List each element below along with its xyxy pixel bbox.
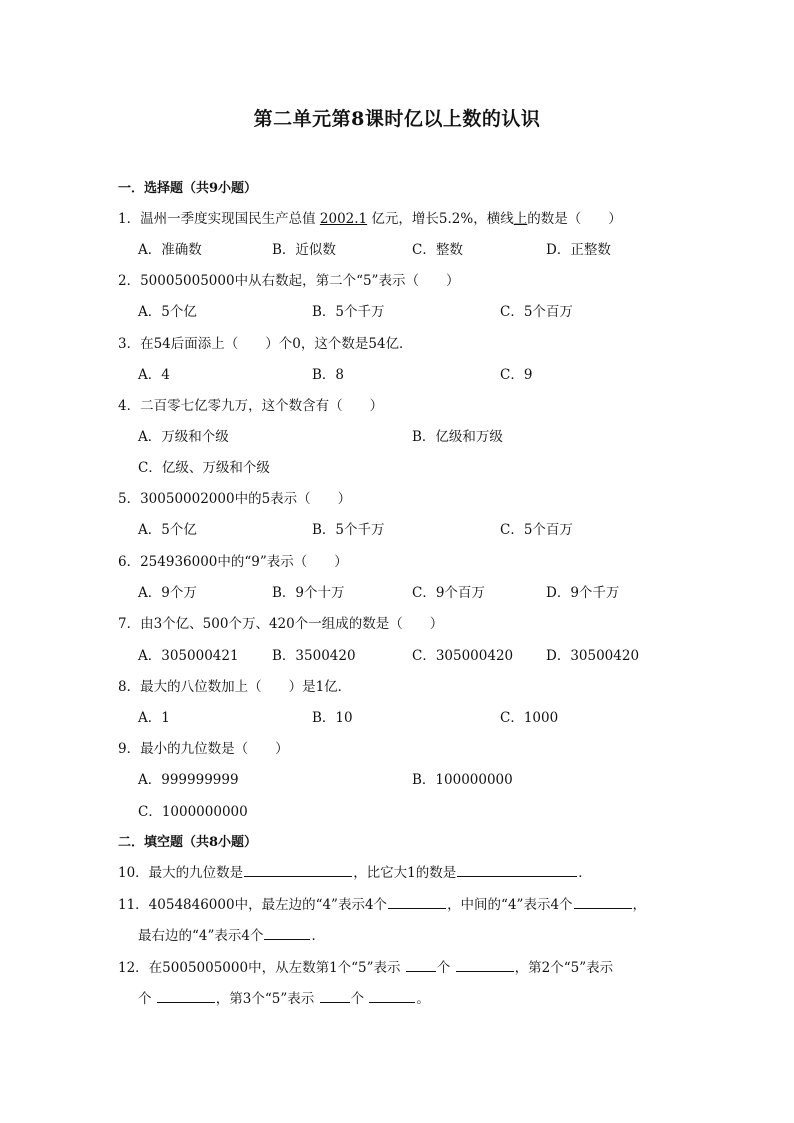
question-9-option-b[interactable]: B．100000000 [412,772,513,788]
question-12-text-d: 个 [138,991,156,1007]
question-1-option-b[interactable]: B．近似数 [272,242,336,258]
question-2: 2．50005005000中从右数起，第二个“5”表示（ ） [118,273,460,289]
question-12-text-a: 12．在5005005000中，从左数第1个“5”表示 [118,960,405,976]
question-12-text-b: 个 [436,960,455,976]
answer-blank[interactable] [320,990,350,1003]
question-4: 4．二百零七亿零九万，这个数含有（ ） [118,398,384,414]
answer-blank[interactable] [369,990,415,1003]
question-7-option-c[interactable]: C．305000420 [412,648,514,664]
question-6-option-d[interactable]: D．9个千万 [546,585,620,601]
page-title: 第二单元第8课时亿以上数的认识 [253,108,541,130]
question-10 [118,861,592,881]
question-12-text-f: 个 [350,991,369,1007]
question-2-option-a[interactable]: A．5个亿 [138,304,197,320]
answer-blank[interactable] [264,927,310,940]
question-5-option-c[interactable]: C．5个百万 [500,522,573,538]
question-4-option-a[interactable]: A．万级和个级 [138,429,229,445]
question-8: 8．最大的八位数加上（ ）是1亿． [118,679,352,695]
question-5-option-a[interactable]: A．5个亿 [138,522,197,538]
answer-blank[interactable] [457,864,577,877]
answer-blank[interactable] [574,896,632,909]
question-1-text-b: 亿元，增长5.2%，横线 [367,211,514,227]
section-heading-choice: 一．选择题（共9小题） [118,181,258,196]
question-11-text-d: 最右边的“4”表示4个 [138,928,264,944]
question-5-option-b[interactable]: B．5个千万 [312,522,385,538]
question-7-option-a[interactable]: A．305000421 [138,648,239,664]
question-1-text-c: 的数是（ ） [527,211,622,227]
question-9-option-a[interactable]: A．999999999 [138,772,239,788]
question-7: 7．由3个亿、500个万、420个一组成的数是（ ） [118,616,444,632]
question-8-option-c[interactable]: C．1000 [500,710,559,726]
question-12-text-e: ，第3个“5”表示 [215,991,319,1007]
question-11-text-c: ， [632,897,647,913]
question-11-text-e: ． [311,928,325,944]
section-heading-fill-in: 二．填空题（共8小题） [118,835,258,850]
question-11-text-a: 11．4054846000中，最左边的“4”表示4个 [118,897,388,913]
answer-blank[interactable] [244,864,352,877]
answer-blank[interactable] [456,959,514,972]
question-8-option-a[interactable]: A．1 [138,710,170,726]
question-1-underlined-value: 2002.1 [319,211,368,227]
question-8-option-b[interactable]: B．10 [312,710,353,726]
question-3-option-a[interactable]: A．4 [138,367,170,383]
question-10-text-a: 10．最大的九位数是 [118,865,244,881]
question-12-text-c: ，第2个“5”表示 [514,960,614,976]
question-11-text-b: ，中间的“4”表示4个 [447,897,573,913]
question-4-option-c[interactable]: C．亿级、万级和个级 [138,460,270,476]
question-12-line-1 [118,956,613,976]
question-6: 6．254936000中的“9”表示（ ） [118,554,348,570]
question-2-option-b[interactable]: B．5个千万 [312,304,385,320]
question-9-option-c[interactable]: C．1000000000 [138,804,248,820]
question-10-text-c: ． [578,865,592,881]
question-1-option-c[interactable]: C．整数 [412,242,463,258]
answer-blank[interactable] [157,990,215,1003]
question-4-option-b[interactable]: B．亿级和万级 [412,429,503,445]
question-3-option-b[interactable]: B．8 [312,367,345,383]
question-5: 5．30050002000中的5表示（ ） [118,491,352,507]
question-6-option-a[interactable]: A．9个万 [138,585,197,601]
question-3-option-c[interactable]: C．9 [500,367,533,383]
question-1-text-a: 1．温州一季度实现国民生产总值 [118,211,320,227]
question-10-text-b: ，比它大1的数是 [353,865,457,881]
question-1-underlined-word: 上 [513,211,528,227]
question-12-line-2 [138,987,430,1007]
question-6-option-b[interactable]: B．9个十万 [272,585,345,601]
answer-blank[interactable] [406,959,436,972]
question-11-line-1 [118,893,646,913]
question-11-line-2 [138,924,325,944]
question-9: 9．最小的九位数是（ ） [118,741,289,757]
question-3: 3．在54后面添上（ ）个0，这个数是54亿． [118,336,413,352]
question-1 [118,207,622,227]
answer-blank[interactable] [388,896,446,909]
question-2-option-c[interactable]: C．5个百万 [500,304,573,320]
question-7-option-b[interactable]: B．3500420 [272,648,356,664]
question-1-option-d[interactable]: D．正整数 [546,242,611,258]
question-6-option-c[interactable]: C．9个百万 [412,585,485,601]
question-1-option-a[interactable]: A．准确数 [138,242,202,258]
question-12-text-g: 。 [416,991,430,1007]
question-7-option-d[interactable]: D．30500420 [546,648,640,664]
